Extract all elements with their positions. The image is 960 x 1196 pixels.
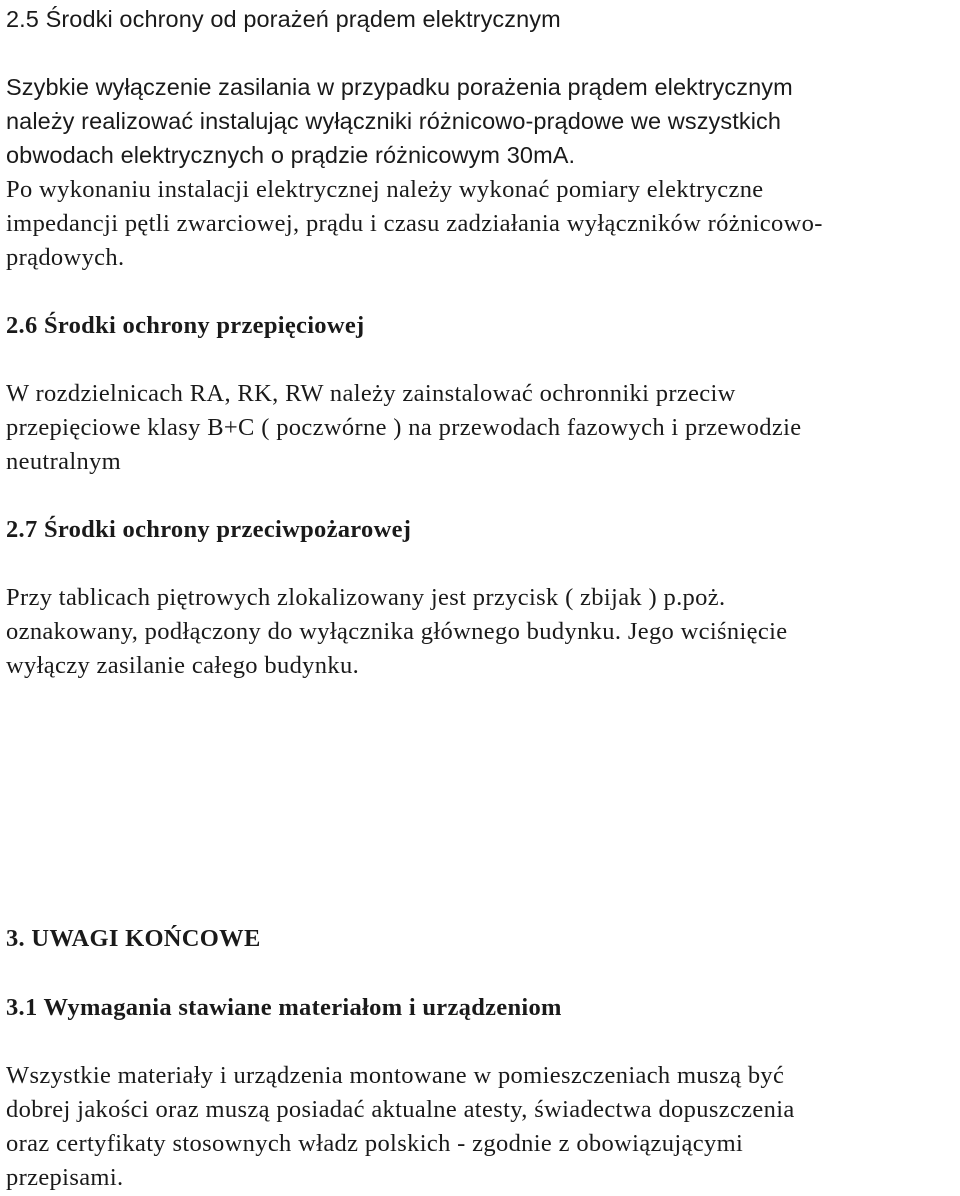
paragraph-line: Przy tablicach piętrowych zlokalizowany jest przycisk ( zbijak ) p.poż. xyxy=(6,584,726,611)
paragraph-line: Szybkie wyłączenie zasilania w przypadku porażenia prądem elektrycznym xyxy=(6,74,793,100)
paragraph-line: dobrej jakości oraz muszą posiadać aktualne atesty, świadectwa dopuszczenia xyxy=(6,1096,795,1123)
paragraph-line: prądowych. xyxy=(6,244,125,271)
paragraph-line: oraz certyfikaty stosownych władz polskich - zgodnie z obowiązującymi xyxy=(6,1130,744,1157)
paragraph-line: impedancji pętli zwarciowej, prądu i czasu zadziałania wyłączników różnicowo- xyxy=(6,210,823,237)
paragraph-line: W rozdzielnicach RA, RK, RW należy zainstalować ochronniki przeciw xyxy=(6,380,736,407)
section-3-1-heading: 3.1 Wymagania stawiane materiałom i urządzeniom xyxy=(6,994,562,1021)
paragraph-line: Wszystkie materiały i urządzenia montowane w pomieszczeniach muszą być xyxy=(6,1062,785,1089)
paragraph-line: wyłączy zasilanie całego budynku. xyxy=(6,652,360,679)
paragraph-line: należy realizować instalując wyłączniki różnicowo-prądowe we wszystkich xyxy=(6,108,782,134)
section-2-5-paragraph xyxy=(6,70,951,172)
paragraph-line: przepisami. xyxy=(6,1164,124,1191)
section-2-5-measurements-paragraph xyxy=(6,173,951,275)
paragraph-line: przepięciowe klasy B+C ( poczwórne ) na przewodach fazowych i przewodzie xyxy=(6,414,802,441)
paragraph-line: oznakowany, podłączony do wyłącznika głównego budynku. Jego wciśnięcie xyxy=(6,618,788,645)
section-2-5-heading: 2.5 Środki ochrony od porażeń prądem elektrycznym xyxy=(6,6,561,32)
section-2-6-paragraph xyxy=(6,377,951,479)
paragraph-line: Po wykonaniu instalacji elektrycznej należy wykonać pomiary elektryczne xyxy=(6,176,764,203)
section-2-6-heading: 2.6 Środki ochrony przepięciowej xyxy=(6,312,365,339)
section-3-heading: 3. UWAGI KOŃCOWE xyxy=(6,925,261,952)
paragraph-line: neutralnym xyxy=(6,448,122,475)
section-2-7-heading: 2.7 Środki ochrony przeciwpożarowej xyxy=(6,516,412,543)
section-2-7-paragraph xyxy=(6,581,951,683)
paragraph-line: obwodach elektrycznych o prądzie różnicowym 30mA. xyxy=(6,142,576,168)
section-3-1-paragraph xyxy=(6,1059,951,1195)
